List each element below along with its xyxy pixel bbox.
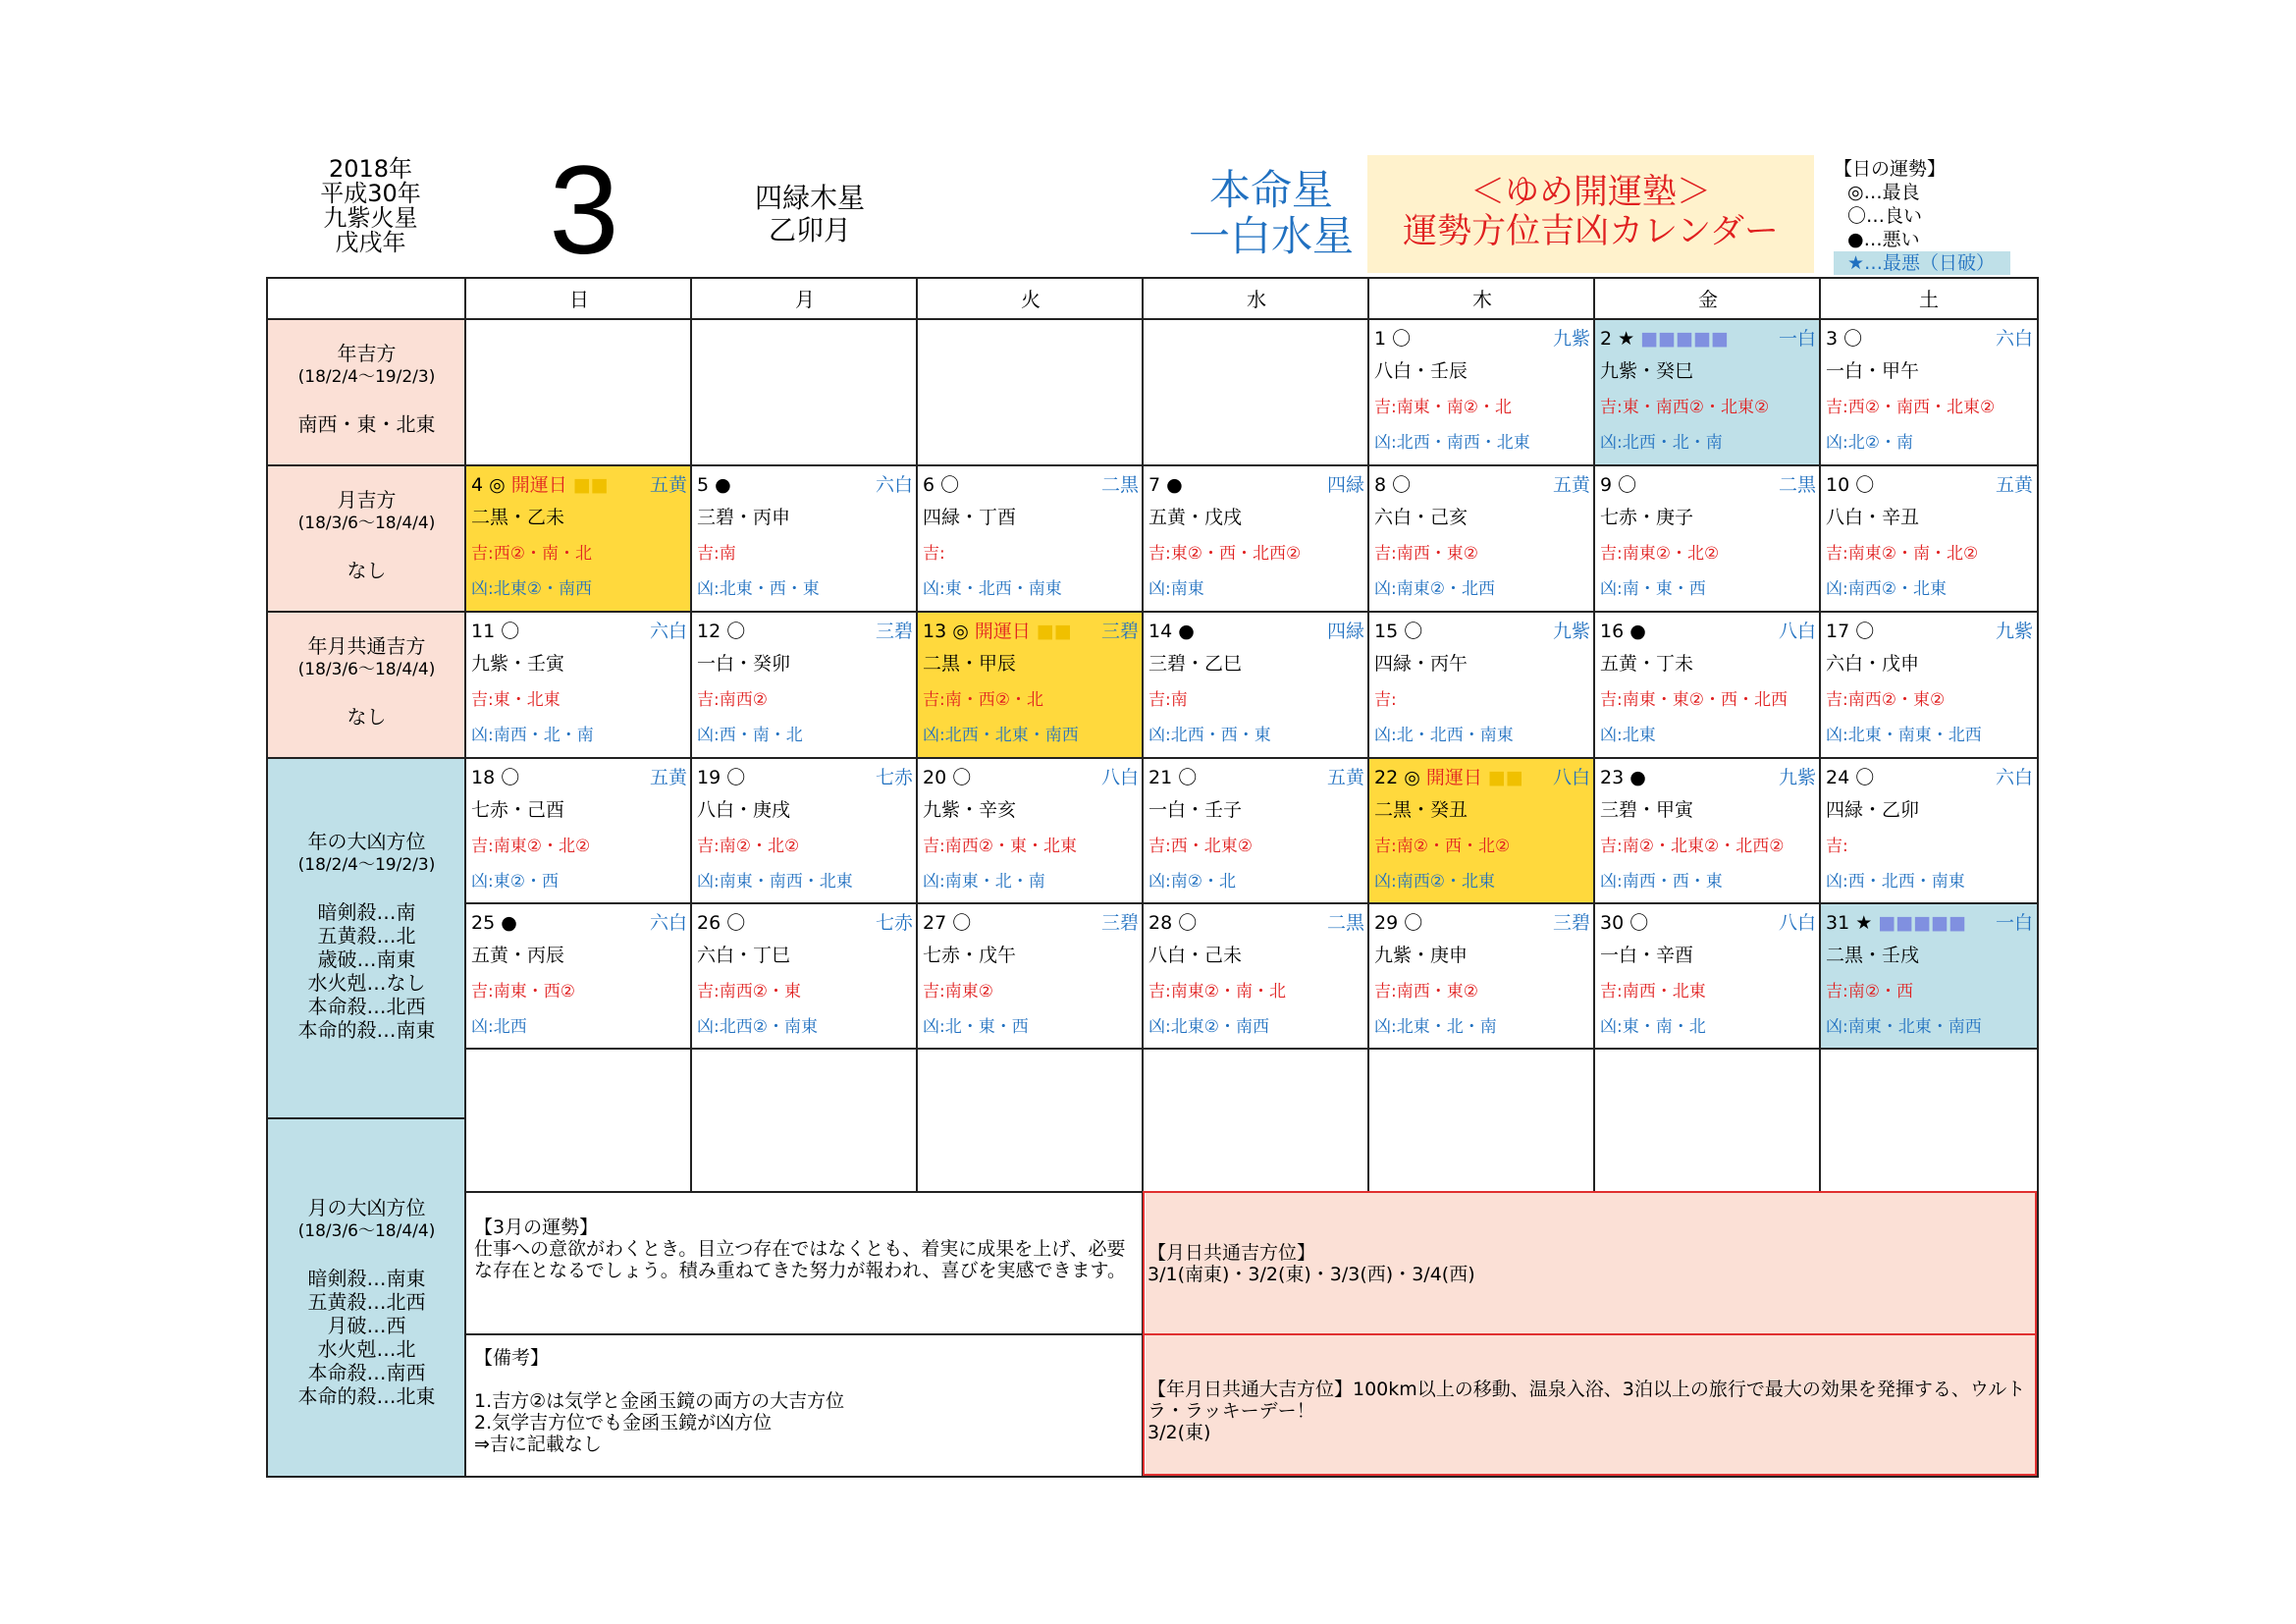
day-eto: 九紫・辛亥	[923, 799, 1017, 821]
fortune-mark: ★	[1849, 912, 1879, 934]
day-eto: 一白・辛酉	[1600, 945, 1694, 966]
day-number: 7	[1148, 474, 1161, 496]
day-kichi: 吉:南東②・南・北	[1148, 982, 1286, 1001]
side-item: 暗剣殺…南東	[307, 1267, 426, 1290]
day-kichi: 吉:南西②・東	[697, 982, 801, 1001]
day-kichi: 吉:南②・北東②・北西②	[1600, 837, 1785, 856]
fortune-mark: 〇	[1398, 912, 1423, 934]
day-kichi: 吉:西②・南西・北東②	[1826, 398, 1996, 417]
day-kichi: 吉:南東②・北②	[1600, 544, 1720, 564]
fortune-mark: 〇	[1849, 621, 1875, 642]
day-kichi: 吉:南②・西	[1826, 982, 1913, 1001]
day-star: 六白	[649, 912, 687, 934]
day-kyou: 凶:南東・北東・南西	[1826, 1017, 1982, 1037]
side-range: (18/2/4～19/2/3)	[297, 855, 436, 875]
day-kyou: 凶:南西②・北東	[1374, 872, 1495, 892]
legend	[1834, 157, 2010, 275]
weekday-tue: 火	[1021, 288, 1041, 311]
day-kichi: 吉:西②・南・北	[471, 544, 592, 564]
day-eto: 一白・壬子	[1148, 799, 1243, 821]
grid-hline	[266, 318, 2039, 320]
day-eto: 七赤・庚子	[1600, 507, 1694, 528]
day-number: 1	[1374, 328, 1387, 350]
weekday-mon: 月	[795, 288, 815, 311]
fortune-mark: 〇	[946, 767, 972, 788]
day-star: 五黄	[1552, 474, 1590, 496]
day-kyou: 凶:北東・北・南	[1374, 1017, 1497, 1037]
day-star: 三碧	[1100, 912, 1139, 934]
day-kichi: 吉:南	[697, 544, 736, 564]
day-eto: 三碧・丙申	[697, 507, 791, 528]
day-eto: 二黒・壬戌	[1826, 945, 1920, 966]
day-number: 14	[1148, 621, 1173, 642]
day-kyou: 凶:北・東・西	[923, 1017, 1029, 1037]
ultra-lucky-note: 【年月日共通大吉方位】100km以上の移動、温泉入浴、3泊以上の旅行で最大の効果を発揮する、ウルトラ・ラッキーデー！ 3/2(東)	[1146, 1335, 2038, 1477]
day-kyou: 凶:北東	[1600, 726, 1656, 745]
fortune-mark: 〇	[1386, 474, 1412, 496]
fortune-mark: 〇	[721, 621, 746, 642]
day-number: 31	[1826, 912, 1850, 934]
side-item: 暗剣殺…南	[317, 900, 416, 924]
day-number: 8	[1374, 474, 1387, 496]
side-title: 年吉方	[337, 342, 397, 365]
day-star: 三碧	[1552, 912, 1590, 934]
day-number: 25	[471, 912, 496, 934]
biko-note: 【備考】 1.吉方②は気学と金函玉鏡の両方の大吉方位 2.気学吉方位でも金函玉鏡が凶方位 ⇒吉に記載なし	[474, 1347, 845, 1455]
day-star: 二黒	[1326, 912, 1364, 934]
day-number: 6	[923, 474, 935, 496]
day-eto: 六白・戊申	[1826, 653, 1920, 675]
weekday-thu: 木	[1472, 288, 1492, 311]
highlight-squares: ■■	[1481, 767, 1523, 788]
weekday-sat: 土	[1919, 288, 1939, 311]
day-kyou: 凶:北西・北東・南西	[923, 726, 1079, 745]
day-kyou: 凶:北②・南	[1826, 433, 1913, 453]
day-kichi: 吉:南東②	[923, 982, 993, 1001]
day-number: 5	[697, 474, 710, 496]
fortune-mark: 〇	[495, 621, 520, 642]
day-eto: 一白・甲午	[1826, 360, 1920, 382]
day-kichi: 吉:南・西②・北	[923, 690, 1043, 710]
side-item: 水火剋…なし	[307, 971, 426, 995]
day-kyou: 凶:北東②・南西	[1148, 1017, 1269, 1037]
day-star: 三碧	[1100, 621, 1139, 642]
day-star: 八白	[1778, 912, 1816, 934]
day-star: 八白	[1100, 767, 1139, 788]
fortune-mark: 〇	[1838, 328, 1863, 350]
title-line: 運勢方位吉凶カレンダー	[1403, 212, 1779, 251]
day-eto: 八白・庚戌	[697, 799, 791, 821]
honmei-line: 本命星	[1208, 166, 1333, 214]
year-line: 平成30年	[320, 180, 421, 207]
day-number: 28	[1148, 912, 1173, 934]
side-range: (18/3/6～18/4/4)	[297, 514, 436, 533]
fortune-mark: ●	[1624, 767, 1646, 788]
month-fortune-note: 【3月の運勢】 仕事への意欲がわくとき。目立つ存在ではなくとも、着実に成果を上げ、必要な存在となるでしょう。積み重ねてきた努力が報われ、喜びを実感できます。	[474, 1217, 1126, 1281]
side-item: 水火剋…北	[317, 1337, 416, 1361]
day-kichi: 吉:南	[1148, 690, 1188, 710]
day-number: 2	[1600, 328, 1613, 350]
year-line: 九紫火星	[323, 204, 418, 232]
day-kichi: 吉:南東②・南・北②	[1826, 544, 1979, 564]
day-star: 四緑	[1326, 621, 1364, 642]
day-number: 17	[1826, 621, 1850, 642]
fortune-mark: 〇	[1612, 474, 1637, 496]
day-star: 六白	[649, 621, 687, 642]
day-eto: 四緑・乙卯	[1826, 799, 1920, 821]
day-number: 26	[697, 912, 721, 934]
day-kyou: 凶:北東・西・東	[697, 579, 820, 599]
day-number: 18	[471, 767, 496, 788]
day-kichi: 吉:南西②・東・北東	[923, 837, 1077, 856]
grid-hline	[464, 1048, 2039, 1050]
side-item: 月破…西	[327, 1314, 406, 1337]
day-kichi: 吉:	[923, 544, 945, 564]
side-title: 月吉方	[337, 488, 397, 512]
side-item: 歳破…南東	[317, 947, 416, 971]
note-divider	[1143, 1333, 2037, 1335]
day-kyou: 凶:北東・南東・北西	[1826, 726, 1982, 745]
day-kyou: 凶:北西・西・東	[1148, 726, 1271, 745]
day-number: 10	[1826, 474, 1850, 496]
day-star: 八白	[1778, 621, 1816, 642]
day-eto: 三碧・乙巳	[1148, 653, 1243, 675]
grid-hline	[266, 464, 2039, 466]
day-kyou: 凶:南・東・西	[1600, 579, 1706, 599]
day-eto: 三碧・甲寅	[1600, 799, 1694, 821]
day-eto: 九紫・癸巳	[1600, 360, 1694, 382]
day-star: 六白	[1995, 767, 2033, 788]
grid-vline	[464, 277, 466, 1478]
fortune-mark: 〇	[721, 912, 746, 934]
day-number: 29	[1374, 912, 1399, 934]
day-kichi: 吉:南②・北②	[697, 837, 800, 856]
day-number: 4	[471, 474, 484, 496]
day-number: 23	[1600, 767, 1625, 788]
side-range: (18/3/6～18/4/4)	[297, 1221, 436, 1241]
side-title: 年月共通吉方	[307, 634, 426, 658]
highlight-squares: ■■	[1030, 621, 1072, 642]
day-star: 九紫	[1552, 328, 1590, 350]
day-eto: 一白・癸卯	[697, 653, 791, 675]
day-number: 22	[1374, 767, 1399, 788]
day-kichi: 吉:南西・北東	[1600, 982, 1706, 1001]
fortune-mark: 〇	[1386, 328, 1412, 350]
day-kichi: 吉:	[1826, 837, 1848, 856]
day-star: 四緑	[1326, 474, 1364, 496]
honmei-star	[1168, 167, 1374, 259]
day-star: 二黒	[1778, 474, 1816, 496]
day-eto: 二黒・乙未	[471, 507, 565, 528]
day-eto: 九紫・庚申	[1374, 945, 1468, 966]
day-kyou: 凶:南西②・北東	[1826, 579, 1947, 599]
day-eto: 六白・丁巳	[697, 945, 791, 966]
side-item: 本命殺…北西	[307, 995, 426, 1018]
fortune-mark: ●	[495, 912, 517, 934]
day-kyou: 凶:南東②・北西	[1374, 579, 1495, 599]
grid-hline	[266, 757, 2039, 759]
side-title: 月の大凶方位	[307, 1196, 426, 1219]
side-item: 五黄殺…北西	[307, 1290, 426, 1314]
fortune-mark: 〇	[1172, 767, 1198, 788]
highlight-squares: ■■■■■	[1878, 912, 1967, 934]
month-line: 乙卯月	[768, 214, 851, 246]
day-eto: 八白・壬辰	[1374, 360, 1468, 382]
day-star: 五黄	[649, 767, 687, 788]
legend-worst: ★…最悪（日破）	[1834, 251, 2010, 275]
weekday-wed: 水	[1247, 288, 1266, 311]
legend-best: ◎…最良	[1847, 182, 1920, 203]
fortune-mark: ●	[1624, 621, 1646, 642]
day-kyou: 凶:東②・西	[471, 872, 559, 892]
side-item: 本命的殺…北東	[297, 1384, 436, 1408]
kaiun-label: 開運日	[974, 621, 1031, 642]
day-number: 19	[697, 767, 721, 788]
grid-hline	[266, 1117, 466, 1119]
grid-vline	[1142, 277, 1144, 1193]
legend-good: 〇…良い	[1847, 205, 1923, 227]
fortune-mark: ◎	[483, 474, 511, 496]
side-range: (18/2/4～19/2/3)	[297, 367, 436, 387]
side-item: 本命的殺…南東	[297, 1018, 436, 1042]
day-star: 五黄	[1326, 767, 1364, 788]
honmei-line: 一白水星	[1188, 212, 1354, 260]
day-kyou: 凶:南東・南西・北東	[697, 872, 853, 892]
fortune-mark: 〇	[495, 767, 520, 788]
day-kyou: 凶:南西・西・東	[1600, 872, 1723, 892]
day-star: 八白	[1552, 767, 1590, 788]
day-kyou: 凶:北西②・南東	[697, 1017, 818, 1037]
day-eto: 七赤・戊午	[923, 945, 1017, 966]
day-number: 13	[923, 621, 947, 642]
day-star: 一白	[1995, 912, 2033, 934]
day-star: 三碧	[875, 621, 913, 642]
side-value: なし	[347, 559, 387, 582]
day-eto: 八白・己未	[1148, 945, 1243, 966]
day-kichi: 吉:西・北東②	[1148, 837, 1253, 856]
year-line: 2018年	[328, 155, 413, 183]
day-kyou: 凶:北西・南西・北東	[1374, 433, 1530, 453]
day-star: 九紫	[1995, 621, 2033, 642]
fortune-mark: ◎	[946, 621, 975, 642]
grid-vline	[1367, 277, 1369, 1193]
day-kyou: 凶:北東②・南西	[471, 579, 592, 599]
day-star: 五黄	[649, 474, 687, 496]
day-star: 五黄	[1995, 474, 2033, 496]
day-number: 15	[1374, 621, 1399, 642]
day-kichi: 吉:南東・東②・西・北西	[1600, 690, 1788, 710]
day-star: 二黒	[1100, 474, 1139, 496]
side-range: (18/3/6～18/4/4)	[297, 660, 436, 679]
day-kyou: 凶:西・北西・南東	[1826, 872, 1965, 892]
grid-vline	[690, 277, 692, 1193]
highlight-squares: ■■■■■	[1640, 328, 1729, 350]
day-eto: 二黒・甲辰	[923, 653, 1017, 675]
grid-vline	[916, 277, 918, 1193]
grid-vline	[1593, 277, 1595, 1193]
day-eto: 五黄・戊戌	[1148, 507, 1243, 528]
side-value: なし	[347, 705, 387, 729]
grid-hline	[464, 902, 2039, 904]
day-eto: 四緑・丁酉	[923, 507, 1017, 528]
day-star: 一白	[1778, 328, 1816, 350]
year-info	[280, 157, 461, 255]
side-item: 本命殺…南西	[307, 1361, 426, 1384]
legend-bad: ●…悪い	[1847, 229, 1920, 250]
day-kichi: 吉:南西②	[697, 690, 768, 710]
day-eto: 九紫・壬寅	[471, 653, 565, 675]
day-eto: 五黄・丙辰	[471, 945, 565, 966]
fortune-mark: 〇	[721, 767, 746, 788]
day-number: 20	[923, 767, 947, 788]
fortune-mark: 〇	[1624, 912, 1649, 934]
weekday-sun: 日	[569, 288, 589, 311]
day-kyou: 凶:南東・北・南	[923, 872, 1045, 892]
day-star: 九紫	[1552, 621, 1590, 642]
fortune-mark: 〇	[1398, 621, 1423, 642]
title-line: ＜ゆめ開運塾＞	[1469, 173, 1711, 212]
fortune-mark: ●	[709, 474, 731, 496]
day-kichi: 吉:東②・西・北西②	[1148, 544, 1302, 564]
day-kyou: 凶:北・北西・南東	[1374, 726, 1514, 745]
day-kyou: 凶:北西	[471, 1017, 527, 1037]
grid-vline	[1819, 277, 1821, 1193]
kaiun-label: 開運日	[1425, 767, 1482, 788]
day-kyou: 凶:北西・北・南	[1600, 433, 1723, 453]
fortune-mark: 〇	[1849, 474, 1875, 496]
day-eto: 八白・辛丑	[1826, 507, 1920, 528]
day-number: 3	[1826, 328, 1839, 350]
grid-hline	[266, 611, 2039, 613]
month-line: 四緑木星	[754, 182, 865, 214]
side-title: 年の大凶方位	[307, 830, 426, 853]
day-eto: 七赤・己酉	[471, 799, 565, 821]
day-kichi: 吉:南東・南②・北	[1374, 398, 1512, 417]
fortune-mark: ●	[1172, 621, 1195, 642]
day-kyou: 凶:東・南・北	[1600, 1017, 1706, 1037]
side-value: 南西・東・北東	[297, 412, 436, 436]
day-star: 七赤	[875, 912, 913, 934]
day-star: 六白	[875, 474, 913, 496]
fortune-mark: 〇	[934, 474, 960, 496]
day-kichi: 吉:南西・東②	[1374, 544, 1478, 564]
legend-title: 【日の運勢】	[1834, 158, 1947, 180]
day-kichi: 吉:南②・西・北②	[1374, 837, 1511, 856]
fortune-mark: 〇	[946, 912, 972, 934]
day-number: 12	[697, 621, 721, 642]
day-eto: 二黒・癸丑	[1374, 799, 1468, 821]
day-number: 30	[1600, 912, 1625, 934]
day-star: 九紫	[1778, 767, 1816, 788]
side-item: 五黄殺…北	[317, 924, 416, 947]
day-number: 16	[1600, 621, 1625, 642]
weekday-fri: 金	[1698, 288, 1718, 311]
day-kichi: 吉:南西・東②	[1374, 982, 1478, 1001]
day-kyou: 凶:東・北西・南東	[923, 579, 1062, 599]
day-eto: 五黄・丁未	[1600, 653, 1694, 675]
day-number: 9	[1600, 474, 1613, 496]
day-number: 24	[1826, 767, 1850, 788]
day-kichi: 吉:	[1374, 690, 1397, 710]
month-day-common-note: 【月日共通吉方位】 3/1(南東)・3/2(東)・3/3(西)・3/4(西)	[1146, 1193, 2038, 1333]
day-star: 七赤	[875, 767, 913, 788]
day-kichi: 吉:南東②・北②	[471, 837, 591, 856]
day-number: 11	[471, 621, 496, 642]
fortune-mark: 〇	[1172, 912, 1198, 934]
day-eto: 四緑・丙午	[1374, 653, 1468, 675]
day-number: 27	[923, 912, 947, 934]
year-line: 戊戌年	[335, 229, 406, 256]
day-number: 21	[1148, 767, 1173, 788]
day-kyou: 凶:西・南・北	[697, 726, 803, 745]
fortune-mark: ★	[1612, 328, 1641, 350]
fortune-mark: ●	[1160, 474, 1183, 496]
day-eto: 六白・己亥	[1374, 507, 1468, 528]
day-kyou: 凶:南西・北・南	[471, 726, 594, 745]
month-number: 3	[549, 140, 619, 281]
fortune-mark: 〇	[1849, 767, 1875, 788]
calendar-title	[1367, 155, 1814, 273]
day-star: 六白	[1995, 328, 2033, 350]
day-kichi: 吉:東・北東	[471, 690, 561, 710]
day-kyou: 凶:南東	[1148, 579, 1204, 599]
fortune-mark: ◎	[1398, 767, 1426, 788]
day-kichi: 吉:南東・西②	[471, 982, 575, 1001]
day-kichi: 吉:東・南西②・北東②	[1600, 398, 1770, 417]
highlight-squares: ■■	[566, 474, 609, 496]
month-info	[726, 182, 893, 246]
day-kyou: 凶:南②・北	[1148, 872, 1236, 892]
kaiun-label: 開運日	[510, 474, 567, 496]
day-kichi: 吉:南西②・東②	[1826, 690, 1946, 710]
